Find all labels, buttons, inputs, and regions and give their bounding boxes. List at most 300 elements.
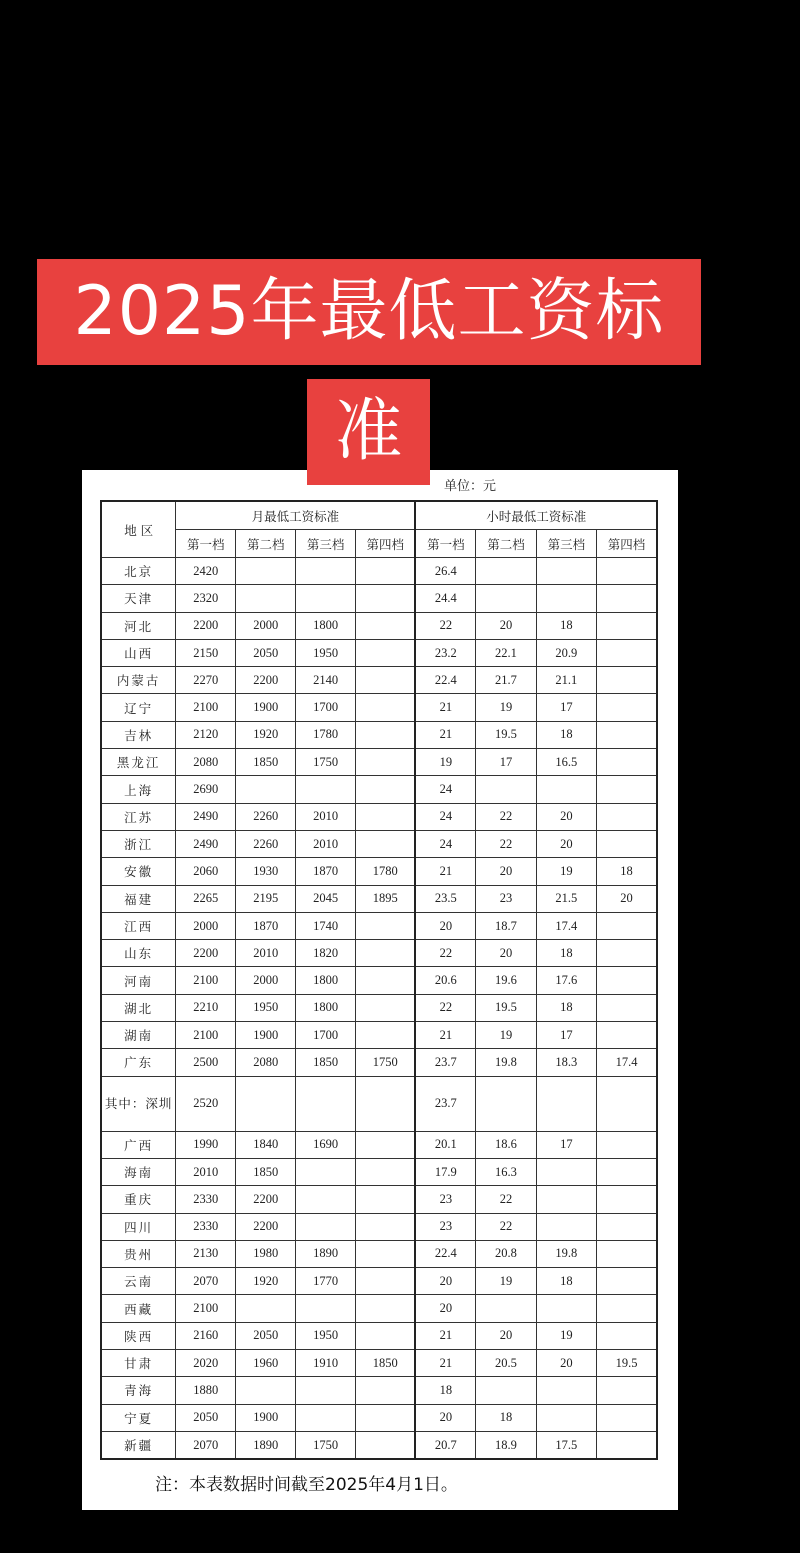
monthly-tier-2-cell [236, 1377, 296, 1404]
monthly-tier-4-cell [356, 803, 416, 830]
monthly-tier-2-cell: 2080 [236, 1049, 296, 1076]
hourly-tier-2-cell: 20 [476, 1322, 536, 1349]
region-cell: 海南 [101, 1158, 176, 1185]
monthly-tier-1-cell: 2520 [176, 1076, 236, 1131]
table-row [101, 1131, 657, 1158]
hourly-tier-2-cell: 19 [476, 1022, 536, 1049]
hourly-tier-1-cell: 17.9 [415, 1158, 475, 1185]
hourly-tier-1-cell: 22.4 [415, 1240, 475, 1267]
monthly-tier-3-cell: 1850 [296, 1049, 356, 1076]
hourly-tier-4-cell [597, 749, 657, 776]
hourly-tier-3-cell: 17 [536, 694, 596, 721]
monthly-tier-4-cell: 1780 [356, 858, 416, 885]
hourly-tier-1-cell: 20.1 [415, 1131, 475, 1158]
region-cell: 河南 [101, 967, 176, 994]
region-cell: 江西 [101, 912, 176, 939]
monthly-tier-2-cell: 1900 [236, 1404, 296, 1431]
region-cell: 新疆 [101, 1431, 176, 1459]
monthly-tier-2-cell: 2050 [236, 639, 296, 666]
hourly-tier-1-cell: 20.6 [415, 967, 475, 994]
hourly-tier-2-cell: 18.9 [476, 1431, 536, 1459]
monthly-tier-4-cell [356, 1076, 416, 1131]
region-cell: 吉林 [101, 721, 176, 748]
hourly-tier-4-cell [597, 1131, 657, 1158]
monthly-tier-1-cell: 2100 [176, 1295, 236, 1322]
monthly-tier-4-cell [356, 1158, 416, 1185]
monthly-tier-3-cell: 1690 [296, 1131, 356, 1158]
hourly-tier-4-cell: 18 [597, 858, 657, 885]
monthly-tier-3-cell: 2045 [296, 885, 356, 912]
hourly-tier-1-cell: 21 [415, 858, 475, 885]
monthly-tier-4-cell [356, 1240, 416, 1267]
hourly-tier-4-cell [597, 1377, 657, 1404]
hourly-tier-1-cell: 21 [415, 1322, 475, 1349]
monthly-tier-3-cell [296, 558, 356, 585]
monthly-tier-4-cell [356, 1022, 416, 1049]
region-cell: 陕西 [101, 1322, 176, 1349]
table-row [101, 558, 657, 585]
hourly-tier-1-cell: 20 [415, 1295, 475, 1322]
monthly-tier-1-cell: 2080 [176, 749, 236, 776]
monthly-tier-3-cell: 1820 [296, 940, 356, 967]
monthly-tier-4-cell [356, 558, 416, 585]
hourly-tier-3-cell: 18 [536, 721, 596, 748]
hourly-tier-1-cell: 19 [415, 749, 475, 776]
hourly-tier-3-cell: 21.1 [536, 667, 596, 694]
hourly-tier-3-cell: 17.5 [536, 1431, 596, 1459]
monthly-tier-3-cell: 2010 [296, 803, 356, 830]
table-row [101, 585, 657, 612]
hourly-tier-3-cell: 17.4 [536, 912, 596, 939]
monthly-tier-1-cell: 1990 [176, 1131, 236, 1158]
hourly-tier-2-cell: 22 [476, 1213, 536, 1240]
hourly-tier-2-cell: 19.5 [476, 721, 536, 748]
monthly-tier-1-cell: 2490 [176, 803, 236, 830]
monthly-tier-1-cell: 2000 [176, 912, 236, 939]
hourly-header: 小时最低工资标准 [415, 501, 657, 530]
monthly-tier-2-cell: 1950 [236, 994, 296, 1021]
monthly-tier-1-cell: 2120 [176, 721, 236, 748]
hourly-tier-1-cell: 24 [415, 830, 475, 857]
monthly-tier-1-cell: 2200 [176, 940, 236, 967]
monthly-tier-1-cell: 2420 [176, 558, 236, 585]
monthly-tier-4-cell [356, 776, 416, 803]
monthly-tier-3-cell: 1740 [296, 912, 356, 939]
monthly-tier-1-cell: 2100 [176, 1022, 236, 1049]
hourly-tier-3-cell: 17 [536, 1022, 596, 1049]
region-cell: 四川 [101, 1213, 176, 1240]
hourly-tier-1-cell: 18 [415, 1377, 475, 1404]
hourly-tier-1-cell: 22 [415, 994, 475, 1021]
monthly-tier-4-cell [356, 749, 416, 776]
monthly-tier-3-cell [296, 1295, 356, 1322]
monthly-tier-4-cell: 1895 [356, 885, 416, 912]
monthly-tier-1-cell: 2270 [176, 667, 236, 694]
monthly-tier-2-cell [236, 558, 296, 585]
region-cell: 黑龙江 [101, 749, 176, 776]
hourly-tier-1-cell: 22 [415, 612, 475, 639]
hourly-tier-3-cell [536, 1158, 596, 1185]
table-row [101, 858, 657, 885]
monthly-tier-2-header: 第二档 [236, 530, 296, 558]
hourly-tier-4-cell [597, 585, 657, 612]
hourly-tier-4-cell [597, 558, 657, 585]
table-body [101, 558, 657, 1460]
hourly-tier-1-cell: 23.7 [415, 1049, 475, 1076]
monthly-tier-2-cell: 2260 [236, 803, 296, 830]
region-cell: 天津 [101, 585, 176, 612]
table-row [101, 1295, 657, 1322]
monthly-tier-1-cell: 2500 [176, 1049, 236, 1076]
table-row [101, 994, 657, 1021]
hourly-tier-2-cell [476, 1076, 536, 1131]
table-row [101, 1186, 657, 1213]
hourly-tier-4-cell [597, 1213, 657, 1240]
hourly-tier-4-cell [597, 1240, 657, 1267]
monthly-tier-2-cell [236, 1076, 296, 1131]
monthly-tier-2-cell [236, 1295, 296, 1322]
monthly-tier-3-cell [296, 776, 356, 803]
monthly-tier-2-cell: 2000 [236, 967, 296, 994]
hourly-tier-2-cell: 19.5 [476, 994, 536, 1021]
monthly-tier-3-cell: 1780 [296, 721, 356, 748]
monthly-tier-4-header: 第四档 [356, 530, 416, 558]
monthly-tier-4-cell [356, 1268, 416, 1295]
table-row [101, 1240, 657, 1267]
hourly-tier-4-cell [597, 667, 657, 694]
hourly-tier-1-cell: 23 [415, 1213, 475, 1240]
monthly-tier-2-cell: 1980 [236, 1240, 296, 1267]
hourly-tier-2-cell [476, 585, 536, 612]
region-cell: 山西 [101, 639, 176, 666]
monthly-tier-1-cell: 2100 [176, 967, 236, 994]
table-row [101, 1431, 657, 1459]
table-row [101, 639, 657, 666]
hourly-tier-3-cell: 20.9 [536, 639, 596, 666]
monthly-tier-1-cell: 2060 [176, 858, 236, 885]
monthly-tier-3-cell: 1950 [296, 639, 356, 666]
hourly-tier-1-cell: 24.4 [415, 585, 475, 612]
table-row [101, 694, 657, 721]
table-row [101, 830, 657, 857]
monthly-tier-4-cell [356, 585, 416, 612]
monthly-tier-3-cell: 1700 [296, 1022, 356, 1049]
region-cell: 河北 [101, 612, 176, 639]
region-cell: 贵州 [101, 1240, 176, 1267]
table-row [101, 1076, 657, 1131]
region-cell: 辽宁 [101, 694, 176, 721]
monthly-tier-1-cell: 2020 [176, 1350, 236, 1377]
monthly-tier-4-cell [356, 1295, 416, 1322]
hourly-tier-2-cell: 22 [476, 803, 536, 830]
hourly-tier-2-cell: 19.8 [476, 1049, 536, 1076]
monthly-tier-2-cell: 1870 [236, 912, 296, 939]
hourly-tier-1-cell: 24 [415, 776, 475, 803]
hourly-tier-3-cell: 18 [536, 612, 596, 639]
hourly-tier-4-cell [597, 1158, 657, 1185]
monthly-tier-4-cell [356, 1186, 416, 1213]
region-header: 地 区 [101, 501, 176, 558]
hourly-tier-2-cell: 19 [476, 1268, 536, 1295]
monthly-tier-1-cell: 2200 [176, 612, 236, 639]
hourly-tier-4-cell [597, 1076, 657, 1131]
monthly-tier-4-cell: 1750 [356, 1049, 416, 1076]
hourly-tier-2-cell [476, 1295, 536, 1322]
table-row [101, 776, 657, 803]
hourly-tier-4-cell [597, 994, 657, 1021]
monthly-tier-4-cell [356, 940, 416, 967]
monthly-tier-2-cell [236, 776, 296, 803]
region-cell: 广东 [101, 1049, 176, 1076]
monthly-tier-3-cell [296, 1186, 356, 1213]
hourly-tier-3-cell: 20 [536, 830, 596, 857]
monthly-tier-4-cell [356, 667, 416, 694]
hourly-tier-4-cell [597, 776, 657, 803]
hourly-tier-2-cell: 22 [476, 1186, 536, 1213]
hourly-tier-4-cell [597, 1295, 657, 1322]
monthly-tier-3-cell [296, 1404, 356, 1431]
hourly-tier-4-header: 第四档 [597, 530, 657, 558]
region-cell: 湖南 [101, 1022, 176, 1049]
monthly-tier-3-cell: 1700 [296, 694, 356, 721]
monthly-tier-4-cell [356, 1377, 416, 1404]
hourly-tier-3-cell: 18 [536, 1268, 596, 1295]
hourly-tier-2-cell: 20.5 [476, 1350, 536, 1377]
monthly-tier-4-cell [356, 1131, 416, 1158]
monthly-tier-1-cell: 2130 [176, 1240, 236, 1267]
hourly-tier-1-cell: 21 [415, 694, 475, 721]
hourly-tier-1-cell: 23.7 [415, 1076, 475, 1131]
hourly-tier-2-cell: 20 [476, 612, 536, 639]
table-row [101, 1022, 657, 1049]
hourly-tier-2-cell: 18.6 [476, 1131, 536, 1158]
hourly-tier-4-cell [597, 1186, 657, 1213]
monthly-tier-2-cell: 2000 [236, 612, 296, 639]
monthly-tier-3-cell [296, 1213, 356, 1240]
hourly-tier-3-cell: 20 [536, 1350, 596, 1377]
monthly-header: 月最低工资标准 [176, 501, 416, 530]
hourly-tier-3-cell: 21.5 [536, 885, 596, 912]
monthly-tier-4-cell [356, 830, 416, 857]
footnote: 注：本表数据时间截至2025年4月1日。 [155, 1475, 458, 1495]
hourly-tier-4-cell [597, 612, 657, 639]
hourly-tier-4-cell [597, 721, 657, 748]
monthly-tier-2-cell: 2195 [236, 885, 296, 912]
monthly-tier-3-cell: 1750 [296, 1431, 356, 1459]
hourly-tier-2-cell: 19 [476, 694, 536, 721]
hourly-tier-4-cell [597, 1022, 657, 1049]
hourly-tier-2-cell: 17 [476, 749, 536, 776]
hourly-tier-1-cell: 20 [415, 1404, 475, 1431]
region-cell: 宁夏 [101, 1404, 176, 1431]
hourly-tier-1-cell: 24 [415, 803, 475, 830]
monthly-tier-1-cell: 1880 [176, 1377, 236, 1404]
monthly-tier-4-cell [356, 1213, 416, 1240]
hourly-tier-4-cell [597, 639, 657, 666]
hourly-tier-4-cell [597, 694, 657, 721]
table-row [101, 1213, 657, 1240]
hourly-tier-3-cell: 19 [536, 1322, 596, 1349]
region-cell: 广西 [101, 1131, 176, 1158]
hourly-tier-1-cell: 22.4 [415, 667, 475, 694]
monthly-tier-2-cell: 2200 [236, 1186, 296, 1213]
hourly-tier-3-header: 第三档 [536, 530, 596, 558]
monthly-tier-2-cell: 1900 [236, 694, 296, 721]
hourly-tier-2-cell [476, 558, 536, 585]
hourly-tier-1-cell: 23.2 [415, 639, 475, 666]
table-row [101, 885, 657, 912]
monthly-tier-2-cell: 1890 [236, 1431, 296, 1459]
hourly-tier-4-cell [597, 1431, 657, 1459]
hourly-tier-2-cell: 18.7 [476, 912, 536, 939]
hourly-tier-2-cell: 20.8 [476, 1240, 536, 1267]
monthly-tier-4-cell [356, 1404, 416, 1431]
table-row [101, 912, 657, 939]
monthly-tier-1-cell: 2265 [176, 885, 236, 912]
region-cell: 浙江 [101, 830, 176, 857]
hourly-tier-2-cell [476, 1377, 536, 1404]
hourly-tier-2-cell: 20 [476, 858, 536, 885]
monthly-tier-1-cell: 2490 [176, 830, 236, 857]
monthly-tier-3-cell: 1750 [296, 749, 356, 776]
hourly-tier-3-cell: 17.6 [536, 967, 596, 994]
table-row [101, 1049, 657, 1076]
monthly-tier-1-cell: 2070 [176, 1268, 236, 1295]
monthly-tier-1-cell: 2330 [176, 1186, 236, 1213]
hourly-tier-4-cell [597, 1404, 657, 1431]
table-row [101, 749, 657, 776]
monthly-tier-2-cell: 1930 [236, 858, 296, 885]
monthly-tier-3-cell [296, 1377, 356, 1404]
table-row [101, 1350, 657, 1377]
hourly-tier-4-cell [597, 1268, 657, 1295]
hourly-tier-3-cell: 19.8 [536, 1240, 596, 1267]
table-row [101, 1268, 657, 1295]
table-row [101, 1158, 657, 1185]
region-cell: 湖北 [101, 994, 176, 1021]
hourly-tier-4-cell [597, 830, 657, 857]
hourly-tier-1-cell: 21 [415, 1022, 475, 1049]
hourly-tier-1-cell: 21 [415, 721, 475, 748]
monthly-tier-3-cell [296, 585, 356, 612]
hourly-tier-4-cell [597, 803, 657, 830]
monthly-tier-2-cell: 1920 [236, 1268, 296, 1295]
monthly-tier-3-cell: 1800 [296, 967, 356, 994]
region-cell: 其中：深圳 [101, 1076, 176, 1131]
monthly-tier-4-cell [356, 1322, 416, 1349]
region-cell: 北京 [101, 558, 176, 585]
monthly-tier-4-cell [356, 612, 416, 639]
hourly-tier-3-cell: 18.3 [536, 1049, 596, 1076]
hourly-tier-3-cell [536, 1404, 596, 1431]
region-cell: 山东 [101, 940, 176, 967]
title-banner-line1: 2025年最低工资标 [37, 259, 701, 365]
unit-label: 单位：元 [444, 479, 497, 494]
hourly-tier-1-cell: 22 [415, 940, 475, 967]
hourly-tier-2-cell: 16.3 [476, 1158, 536, 1185]
table-row [101, 612, 657, 639]
title-banner-line2: 准 [307, 379, 430, 485]
hourly-tier-1-cell: 20 [415, 1268, 475, 1295]
hourly-tier-3-cell [536, 1213, 596, 1240]
monthly-tier-3-cell: 1770 [296, 1268, 356, 1295]
hourly-tier-4-cell: 19.5 [597, 1350, 657, 1377]
monthly-tier-2-cell: 2200 [236, 667, 296, 694]
monthly-tier-3-cell: 2010 [296, 830, 356, 857]
monthly-tier-2-cell: 1960 [236, 1350, 296, 1377]
hourly-tier-2-cell: 19.6 [476, 967, 536, 994]
hourly-tier-3-cell [536, 1377, 596, 1404]
monthly-tier-4-cell [356, 1431, 416, 1459]
monthly-tier-4-cell [356, 912, 416, 939]
monthly-tier-1-cell: 2320 [176, 585, 236, 612]
hourly-tier-4-cell [597, 1322, 657, 1349]
monthly-tier-1-cell: 2050 [176, 1404, 236, 1431]
minimum-wage-table [100, 500, 658, 1460]
monthly-tier-3-cell [296, 1158, 356, 1185]
hourly-tier-3-cell: 18 [536, 994, 596, 1021]
hourly-tier-1-cell: 20 [415, 912, 475, 939]
region-cell: 江苏 [101, 803, 176, 830]
hourly-tier-3-cell [536, 1186, 596, 1213]
hourly-tier-3-cell: 20 [536, 803, 596, 830]
monthly-tier-2-cell: 2260 [236, 830, 296, 857]
monthly-tier-2-cell: 1920 [236, 721, 296, 748]
region-cell: 重庆 [101, 1186, 176, 1213]
hourly-tier-3-cell: 17 [536, 1131, 596, 1158]
monthly-tier-2-cell [236, 585, 296, 612]
monthly-tier-1-cell: 2210 [176, 994, 236, 1021]
hourly-tier-2-cell: 22 [476, 830, 536, 857]
region-cell: 西藏 [101, 1295, 176, 1322]
hourly-tier-3-cell: 16.5 [536, 749, 596, 776]
hourly-tier-1-cell: 23 [415, 1186, 475, 1213]
monthly-tier-1-cell: 2100 [176, 694, 236, 721]
hourly-tier-3-cell [536, 776, 596, 803]
hourly-tier-3-cell [536, 585, 596, 612]
table-row [101, 1322, 657, 1349]
region-cell: 上海 [101, 776, 176, 803]
monthly-tier-2-cell: 2050 [236, 1322, 296, 1349]
hourly-tier-1-cell: 23.5 [415, 885, 475, 912]
monthly-tier-3-cell: 1800 [296, 612, 356, 639]
monthly-tier-2-cell: 1850 [236, 749, 296, 776]
monthly-tier-3-cell [296, 1076, 356, 1131]
monthly-tier-3-header: 第三档 [296, 530, 356, 558]
monthly-tier-4-cell: 1850 [356, 1350, 416, 1377]
region-cell: 云南 [101, 1268, 176, 1295]
hourly-tier-4-cell [597, 967, 657, 994]
hourly-tier-2-cell: 22.1 [476, 639, 536, 666]
monthly-tier-2-cell: 2200 [236, 1213, 296, 1240]
monthly-tier-3-cell: 1870 [296, 858, 356, 885]
hourly-tier-4-cell [597, 940, 657, 967]
monthly-tier-2-cell: 1900 [236, 1022, 296, 1049]
hourly-tier-2-cell: 18 [476, 1404, 536, 1431]
hourly-tier-2-header: 第二档 [476, 530, 536, 558]
monthly-tier-1-cell: 2690 [176, 776, 236, 803]
region-cell: 青海 [101, 1377, 176, 1404]
monthly-tier-2-cell: 1840 [236, 1131, 296, 1158]
hourly-tier-2-cell: 21.7 [476, 667, 536, 694]
hourly-tier-2-cell: 20 [476, 940, 536, 967]
monthly-tier-2-cell: 1850 [236, 1158, 296, 1185]
monthly-tier-1-cell: 2150 [176, 639, 236, 666]
monthly-tier-1-cell: 2330 [176, 1213, 236, 1240]
monthly-tier-4-cell [356, 967, 416, 994]
table-row [101, 1404, 657, 1431]
hourly-tier-1-cell: 26.4 [415, 558, 475, 585]
